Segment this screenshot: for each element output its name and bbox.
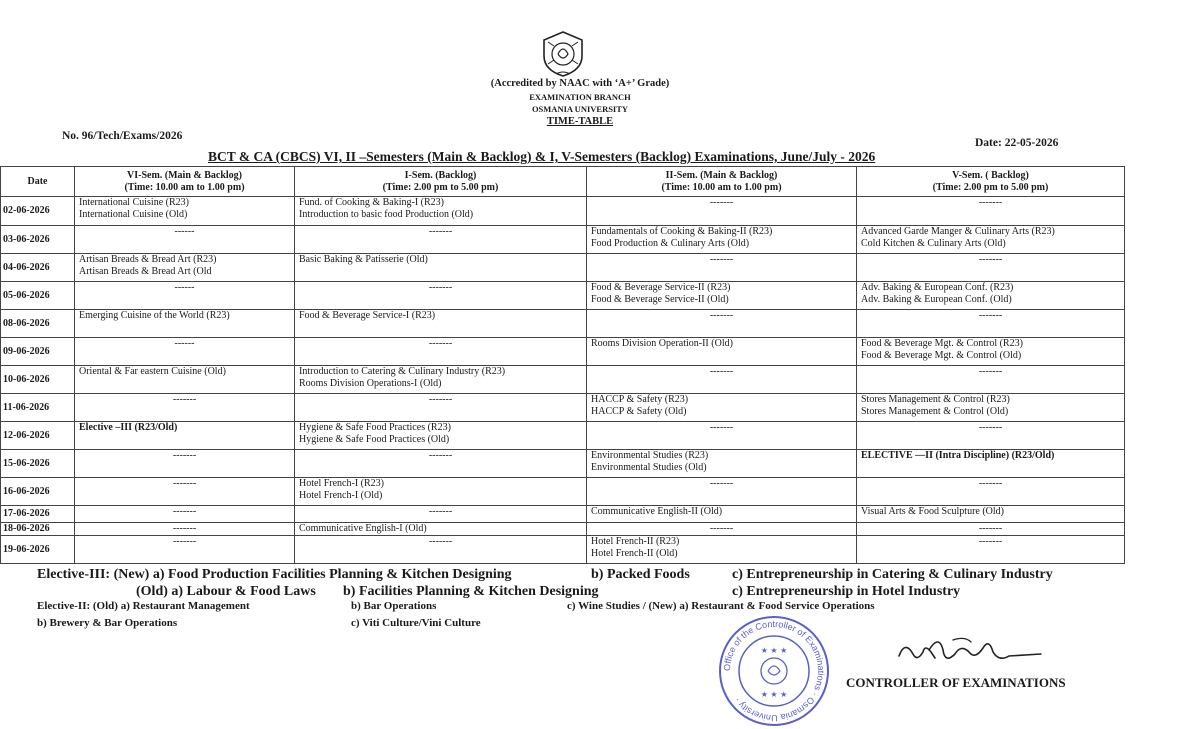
subject-name: Food & Beverage Mgt. & Control (R23) xyxy=(861,338,1023,349)
elective-iii-new-a: Elective-III: (New) a) Food Production Facilities Planning & Kitchen Designing xyxy=(37,567,512,582)
subject-name: Hotel French-I (Old) xyxy=(299,490,383,501)
subject-name: International Cuisine (R23) xyxy=(79,197,189,208)
subject-name: Food & Beverage Service-II (Old) xyxy=(591,294,729,305)
exam-cell xyxy=(587,394,857,422)
exam-cell xyxy=(75,536,295,564)
exam-cell xyxy=(857,536,1125,564)
exam-cell xyxy=(295,282,587,310)
exam-cell xyxy=(587,310,857,338)
no-exam-dash: ------- xyxy=(172,394,197,405)
subject-name: Basic Baking & Patisserie (Old) xyxy=(299,254,428,265)
no-exam-dash: ------- xyxy=(709,523,734,534)
subject-name: Food & Beverage Service-I (R23) xyxy=(299,310,436,321)
no-exam-dash: ------- xyxy=(978,536,1003,547)
no-exam-dash: ------- xyxy=(709,197,734,208)
elective-ii-new-c: c) Viti Culture/Vini Culture xyxy=(351,617,481,629)
subject-name: Food & Beverage Service-II (R23) xyxy=(591,282,731,293)
no-exam-dash: ------- xyxy=(172,450,197,461)
no-exam-dash: ------- xyxy=(428,338,453,349)
svg-text:Office of the Controller of Ex: Office of the Controller of Examinations · Osmania University · xyxy=(721,618,827,724)
exam-cell xyxy=(295,478,587,506)
subject-name: Hotel French-I (R23) xyxy=(299,478,384,489)
subject-name: Artisan Breads & Bread Art (Old xyxy=(79,266,212,277)
exam-cell xyxy=(587,422,857,450)
exam-cell xyxy=(295,366,587,394)
exam-date: 03-06-2026 xyxy=(1,226,75,254)
table-row xyxy=(1,338,1125,366)
table-row xyxy=(1,197,1125,226)
exam-cell xyxy=(587,197,857,226)
timetable-header-row xyxy=(1,167,1125,197)
university-name: OSMANIA UNIVERSITY xyxy=(531,104,629,114)
table-row xyxy=(1,226,1125,254)
table-row xyxy=(1,450,1125,478)
exam-cell xyxy=(295,506,587,523)
no-exam-dash: ------- xyxy=(709,310,734,321)
no-exam-dash: ------- xyxy=(709,422,734,433)
subject-name: HACCP & Safety (Old) xyxy=(591,406,687,417)
no-exam-dash: ------- xyxy=(709,366,734,377)
exam-date: 10-06-2026 xyxy=(1,366,75,394)
elective-ii-old-a: Elective-II: (Old) a) Restaurant Management xyxy=(37,600,250,612)
exam-cell xyxy=(857,310,1125,338)
subject-name: Rooms Division Operations-I (Old) xyxy=(299,378,442,389)
subject-name: Introduction to basic food Production (Old) xyxy=(299,209,474,220)
exam-cell xyxy=(587,338,857,366)
no-exam-dash: ------- xyxy=(978,422,1003,433)
exam-cell xyxy=(295,254,587,282)
no-exam-dash: ------- xyxy=(428,226,453,237)
exam-cell xyxy=(587,523,857,536)
exam-cell xyxy=(295,450,587,478)
exam-cell xyxy=(857,366,1125,394)
exam-cell xyxy=(295,310,587,338)
exam-cell xyxy=(295,338,587,366)
subject-name: Environmental Studies (R23) xyxy=(591,450,709,461)
no-exam-dash: ------- xyxy=(709,478,734,489)
exam-cell xyxy=(587,478,857,506)
subject-name: Food Production & Culinary Arts (Old) xyxy=(591,238,750,249)
no-exam-dash: ------- xyxy=(428,536,453,547)
exam-cell xyxy=(857,422,1125,450)
header-vi-sem: VI-Sem. (Main & Backlog) (Time: 10.00 am to 1.00 pm) xyxy=(75,167,295,197)
table-row xyxy=(1,523,1125,536)
subject-name: Adv. Baking & European Conf. (R23) xyxy=(861,282,1014,293)
header-ii-sem: II-Sem. (Main & Backlog) (Time: 10.00 am to 1.00 pm) xyxy=(587,167,857,197)
exam-date: 16-06-2026 xyxy=(1,478,75,506)
exam-cell xyxy=(587,254,857,282)
exam-cell xyxy=(295,394,587,422)
elective-iii-old-a: (Old) a) Labour & Food Laws xyxy=(136,584,316,599)
subject-name: Food & Beverage Mgt. & Control (Old) xyxy=(861,350,1022,361)
no-exam-dash: ------- xyxy=(172,523,197,534)
exam-cell xyxy=(587,226,857,254)
exam-date: 12-06-2026 xyxy=(1,422,75,450)
table-row xyxy=(1,310,1125,338)
table-row xyxy=(1,366,1125,394)
table-row xyxy=(1,254,1125,282)
header-i-sem: I-Sem. (Backlog) (Time: 2.00 pm to 5.00 pm) xyxy=(295,167,587,197)
exam-date: 17-06-2026 xyxy=(1,506,75,523)
exam-cell xyxy=(857,338,1125,366)
elective-ii-old-b: b) Bar Operations xyxy=(351,600,437,612)
exam-cell xyxy=(75,394,295,422)
elective-iii-new-b: b) Packed Foods xyxy=(591,567,690,582)
header-v-sem: V-Sem. ( Backlog) (Time: 2.00 pm to 5.00 pm) xyxy=(857,167,1125,197)
exam-cell xyxy=(295,197,587,226)
exam-cell xyxy=(75,197,295,226)
exam-cell xyxy=(75,422,295,450)
subject-name: Artisan Breads & Bread Art (R23) xyxy=(79,254,217,265)
exam-date: 05-06-2026 xyxy=(1,282,75,310)
exam-cell xyxy=(587,450,857,478)
exam-date: 15-06-2026 xyxy=(1,450,75,478)
elective-ii-new-b: b) Brewery & Bar Operations xyxy=(37,617,178,629)
exam-cell xyxy=(857,254,1125,282)
no-exam-dash: ------- xyxy=(172,478,197,489)
university-emblem xyxy=(538,30,588,78)
subject-name: Stores Management & Control (Old) xyxy=(861,406,1009,417)
controller-signature xyxy=(895,630,1045,670)
elective-ii-old-c-new-a: c) Wine Studies / (New) a) Restaurant & Food Service Operations xyxy=(567,600,875,612)
no-exam-dash: ------- xyxy=(978,254,1003,265)
exam-cell xyxy=(857,506,1125,523)
exam-cell xyxy=(75,366,295,394)
exam-cell xyxy=(295,422,587,450)
exam-cell xyxy=(75,338,295,366)
no-exam-dash: ------- xyxy=(709,254,734,265)
subject-name: Rooms Division Operation-II (Old) xyxy=(591,338,733,349)
exam-cell xyxy=(857,282,1125,310)
subject-name: Hotel French-II (R23) xyxy=(591,536,680,547)
subject-name: Visual Arts & Food Sculpture (Old) xyxy=(861,506,1005,517)
no-exam-dash: ------- xyxy=(978,523,1003,534)
exam-cell xyxy=(75,506,295,523)
subject-name: Elective –III (R23/Old) xyxy=(79,422,178,433)
exam-cell xyxy=(857,478,1125,506)
subject-name: Adv. Baking & European Conf. (Old) xyxy=(861,294,1012,305)
subject-name: Fund. of Cooking & Baking-I (R23) xyxy=(299,197,444,208)
exam-date: 19-06-2026 xyxy=(1,536,75,564)
no-exam-dash: ------ xyxy=(174,226,195,237)
exam-cell xyxy=(857,450,1125,478)
no-exam-dash: ------- xyxy=(978,197,1003,208)
subject-name: Emerging Cuisine of the World (R23) xyxy=(79,310,230,321)
exam-cell xyxy=(587,536,857,564)
controller-seal-stamp xyxy=(716,613,832,729)
subject-name: Advanced Garde Manger & Culinary Arts (R23) xyxy=(861,226,1055,237)
exam-cell xyxy=(75,478,295,506)
reference-number: No. 96/Tech/Exams/2026 xyxy=(62,130,183,142)
elective-iii-old-b: b) Facilities Planning & Kitchen Designing xyxy=(343,584,599,599)
exam-cell xyxy=(75,310,295,338)
exam-cell xyxy=(857,523,1125,536)
no-exam-dash: ------- xyxy=(428,282,453,293)
table-row xyxy=(1,536,1125,564)
exam-date: 11-06-2026 xyxy=(1,394,75,422)
subject-name: International Cuisine (Old) xyxy=(79,209,188,220)
no-exam-dash: ------- xyxy=(978,310,1003,321)
no-exam-dash: ------- xyxy=(172,506,197,517)
table-row xyxy=(1,282,1125,310)
document-type: TIME-TABLE xyxy=(546,116,614,127)
exam-cell xyxy=(587,282,857,310)
exam-date: 02-06-2026 xyxy=(1,197,75,226)
svg-text:★ ★ ★: ★ ★ ★ xyxy=(760,690,788,699)
subject-name: ELECTIVE —II (Intra Discipline) (R23/Old) xyxy=(861,450,1055,461)
no-exam-dash: ------ xyxy=(174,282,195,293)
subject-name: Hotel French-II (Old) xyxy=(591,548,678,559)
table-row xyxy=(1,394,1125,422)
exam-date: 09-06-2026 xyxy=(1,338,75,366)
subject-name: Fundamentals of Cooking & Baking-II (R23) xyxy=(591,226,773,237)
exam-title: BCT & CA (CBCS) VI, II –Semesters (Main & Backlog) & I, V-Semesters (Backlog) Examinations, June/July - 2026 xyxy=(208,149,876,164)
svg-text:★ ★ ★: ★ ★ ★ xyxy=(760,646,788,655)
exam-cell xyxy=(75,523,295,536)
elective-iii-new-c: c) Entrepreneurship in Catering & Culinary Industry xyxy=(732,567,1053,582)
exam-cell xyxy=(295,536,587,564)
accreditation-text: (Accredited by NAAC with ‘A+’ Grade) xyxy=(490,78,670,89)
exam-cell xyxy=(295,226,587,254)
signatory-title: CONTROLLER OF EXAMINATIONS xyxy=(846,675,1066,690)
subject-name: Hygiene & Safe Food Practices (Old) xyxy=(299,434,450,445)
no-exam-dash: ------- xyxy=(428,450,453,461)
table-row xyxy=(1,478,1125,506)
no-exam-dash: ------- xyxy=(978,366,1003,377)
no-exam-dash: ------ xyxy=(174,338,195,349)
table-row xyxy=(1,422,1125,450)
subject-name: Communicative English-I (Old) xyxy=(299,523,427,534)
no-exam-dash: ------- xyxy=(428,394,453,405)
exam-date: 18-06-2026 xyxy=(1,523,75,536)
subject-name: Cold Kitchen & Culinary Arts (Old) xyxy=(861,238,1006,249)
no-exam-dash: ------- xyxy=(978,478,1003,489)
subject-name: Hygiene & Safe Food Practices (R23) xyxy=(299,422,451,433)
exam-cell xyxy=(587,366,857,394)
subject-name: Oriental & Far eastern Cuisine (Old) xyxy=(79,366,226,377)
subject-name: Communicative English-II (Old) xyxy=(591,506,723,517)
exam-cell xyxy=(295,523,587,536)
subject-name: Environmental Studies (Old) xyxy=(591,462,707,473)
exam-cell xyxy=(75,226,295,254)
subject-name: Introduction to Catering & Culinary Industry (R23) xyxy=(299,366,506,377)
elective-iii-old-c: c) Entrepreneurship in Hotel Industry xyxy=(732,584,961,599)
issue-date: Date: 22-05-2026 xyxy=(975,137,1059,149)
exam-cell xyxy=(587,506,857,523)
no-exam-dash: ------- xyxy=(172,536,197,547)
header-date: Date xyxy=(1,167,75,197)
table-row xyxy=(1,506,1125,523)
exam-cell xyxy=(857,197,1125,226)
exam-cell xyxy=(75,450,295,478)
exam-cell xyxy=(75,282,295,310)
exam-cell xyxy=(75,254,295,282)
exam-cell xyxy=(857,226,1125,254)
timetable xyxy=(0,166,1125,564)
exam-date: 08-06-2026 xyxy=(1,310,75,338)
subject-name: Stores Management & Control (R23) xyxy=(861,394,1010,405)
no-exam-dash: ------- xyxy=(428,506,453,517)
branch-name: EXAMINATION BRANCH xyxy=(529,92,631,102)
exam-cell xyxy=(857,394,1125,422)
subject-name: HACCP & Safety (R23) xyxy=(591,394,689,405)
exam-date: 04-06-2026 xyxy=(1,254,75,282)
